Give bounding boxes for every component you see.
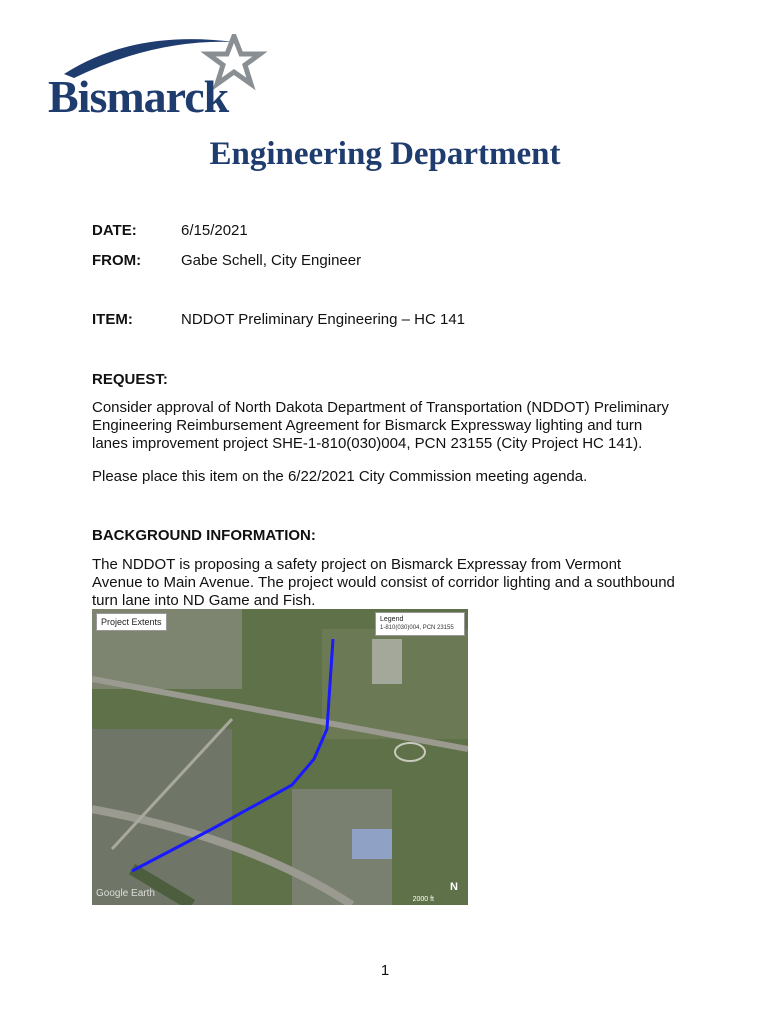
request-paragraph — [92, 399, 692, 453]
google-earth-watermark: Google Earth — [96, 888, 155, 899]
from-label: FROM: — [92, 252, 142, 269]
page-number: 1 — [380, 962, 390, 979]
map-title-label: Project Extents — [96, 613, 167, 631]
legend-title: Legend — [380, 616, 404, 623]
from-value: Gabe Schell, City Engineer — [181, 252, 362, 269]
page-title: Engineering Department — [209, 136, 561, 172]
legend-item: 1-810(030)004, PCN 23155 — [380, 625, 454, 631]
item-value: NDDOT Preliminary Engineering – HC 141 — [181, 311, 466, 328]
map-legend — [375, 612, 465, 636]
background-line: The NDDOT is proposing a safety project on Bismarck Expressay from Vermont — [92, 556, 622, 573]
item-label: ITEM: — [92, 311, 133, 328]
bismarck-logo — [44, 34, 274, 124]
aerial-map-image — [92, 609, 468, 905]
request-line: Engineering Reimbursement Agreement for Bismarck Expressway lighting and turn — [92, 417, 643, 434]
agenda-paragraph: Please place this item on the 6/22/2021 City Commission meeting agenda. — [92, 468, 588, 485]
background-paragraph — [92, 556, 692, 610]
from-row — [92, 252, 361, 269]
logo-wordmark: Bismarck — [48, 71, 229, 122]
date-value: 6/15/2021 — [181, 222, 248, 239]
request-line: lanes improvement project SHE-1-810(030)004, PCN 23155 (City Project HC 141). — [92, 435, 643, 452]
request-heading: REQUEST: — [92, 371, 168, 388]
date-row — [92, 222, 248, 239]
background-line: turn lane into ND Game and Fish. — [92, 592, 316, 609]
background-heading: BACKGROUND INFORMATION: — [92, 527, 316, 544]
project-map — [92, 609, 468, 905]
background-line: Avenue to Main Avenue. The project would consist of corridor lighting and a southbound — [92, 574, 675, 591]
date-label: DATE: — [92, 222, 137, 239]
request-line: Consider approval of North Dakota Department of Transportation (NDDOT) Preliminary — [92, 399, 669, 416]
map-scale-label: 2000 ft — [412, 896, 434, 903]
item-row — [92, 311, 465, 328]
north-arrow-icon: N — [450, 881, 458, 893]
